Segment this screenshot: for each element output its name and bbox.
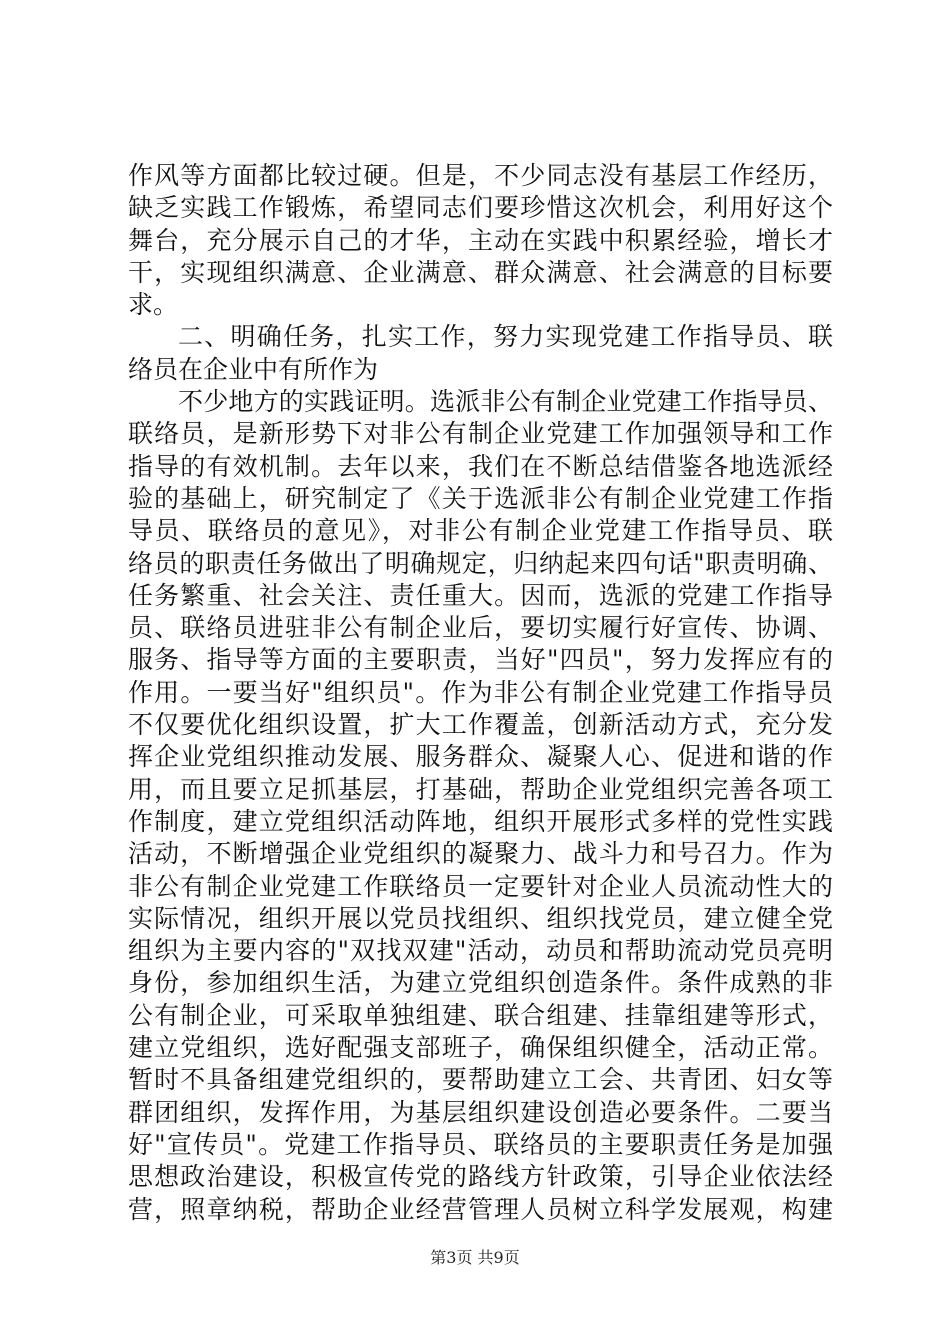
section-heading-line-2: 络员在企业中有所作为 bbox=[128, 354, 379, 384]
text-line-1: 作风等方面都比较过硬。但是，不少同志没有基层工作经历， bbox=[128, 161, 833, 190]
text-line-3: 舞台，充分展示自己的才华，主动在实践中积累经验，增长才 bbox=[128, 225, 833, 255]
text-line-32: 思想政治建设，积极宣传党的路线方针政策，引导企业依法经 bbox=[128, 1162, 833, 1192]
text-line-9: 联络员，是新形势下对非公有制企业党建工作加强领导和工作 bbox=[128, 419, 833, 449]
text-line-20: 用，而且要立足抓基层，打基础，帮助企业党组织完善各项工 bbox=[128, 774, 833, 804]
text-line-23: 非公有制企业党建工作联络员一定要针对企业人员流动性大的 bbox=[128, 871, 833, 901]
text-line-12: 导员、联络员的意见》，对非公有制企业党建工作指导员、联 bbox=[128, 516, 833, 546]
text-line-29: 暂时不具备组建党组织的，要帮助建立工会、共青团、妇女等 bbox=[128, 1065, 833, 1095]
text-line-15: 员、联络员进驻非公有制企业后，要切实履行好宣传、协调、 bbox=[128, 613, 833, 643]
text-line-5: 求。 bbox=[128, 290, 179, 320]
text-line-16: 服务、指导等方面的主要职责，当好"四员"，努力发挥应有的 bbox=[128, 645, 833, 675]
page-number-footer: 第3页 共9页 bbox=[430, 1248, 520, 1267]
text-line-22: 活动，不断增强企业党组织的凝聚力、战斗力和号召力。作为 bbox=[128, 839, 833, 869]
text-line-21: 作制度，建立党组织活动阵地，组织开展形式多样的党性实践 bbox=[128, 806, 833, 836]
text-line-2: 缺乏实践工作锻炼，希望同志们要珍惜这次机会，利用好这个 bbox=[128, 193, 833, 223]
text-line-11: 验的基础上，研究制定了《关于选派非公有制企业党建工作指 bbox=[128, 483, 833, 513]
text-line-17: 作用。一要当好"组织员"。作为非公有制企业党建工作指导员 bbox=[128, 677, 833, 707]
text-line-33: 营，照章纳税，帮助企业经营管理人员树立科学发展观，构建 bbox=[128, 1194, 833, 1224]
text-line-4: 干，实现组织满意、企业满意、群众满意、社会满意的目标要 bbox=[128, 257, 833, 287]
text-line-26: 身份，参加组织生活，为建立党组织创造条件。条件成熟的非 bbox=[128, 968, 833, 998]
document-body bbox=[128, 160, 833, 1226]
text-line-10: 指导的有效机制。去年以来，我们在不断总结借鉴各地选派经 bbox=[128, 451, 833, 481]
text-line-14: 任务繁重、社会关注、责任重大。因而，选派的党建工作指导 bbox=[128, 580, 833, 610]
text-line-24: 实际情况，组织开展以党员找组织、组织找党员，建立健全党 bbox=[128, 903, 833, 933]
text-line-18: 不仅要优化组织设置，扩大工作覆盖，创新活动方式，充分发 bbox=[128, 710, 833, 740]
section-heading-line-1: 二、明确任务，扎实工作，努力实现党建工作指导员、联 bbox=[178, 322, 833, 352]
text-line-31: 好"宣传员"。党建工作指导员、联络员的主要职责任务是加强 bbox=[128, 1129, 833, 1159]
text-line-27: 公有制企业，可采取单独组建、联合组建、挂靠组建等形式， bbox=[128, 1000, 833, 1030]
text-line-19: 挥企业党组织推动发展、服务群众、凝聚人心、促进和谐的作 bbox=[128, 742, 833, 772]
text-line-8: 不少地方的实践证明。选派非公有制企业党建工作指导员、 bbox=[178, 387, 833, 417]
text-line-13: 络员的职责任务做出了明确规定，归纳起来四句话"职责明确、 bbox=[128, 548, 833, 578]
text-line-25: 组织为主要内容的"双找双建"活动，动员和帮助流动党员亮明 bbox=[128, 936, 833, 966]
text-line-28: 建立党组织，选好配强支部班子，确保组织健全，活动正常。 bbox=[128, 1033, 833, 1063]
text-line-30: 群团组织，发挥作用，为基层组织建设创造必要条件。二要当 bbox=[128, 1097, 833, 1127]
